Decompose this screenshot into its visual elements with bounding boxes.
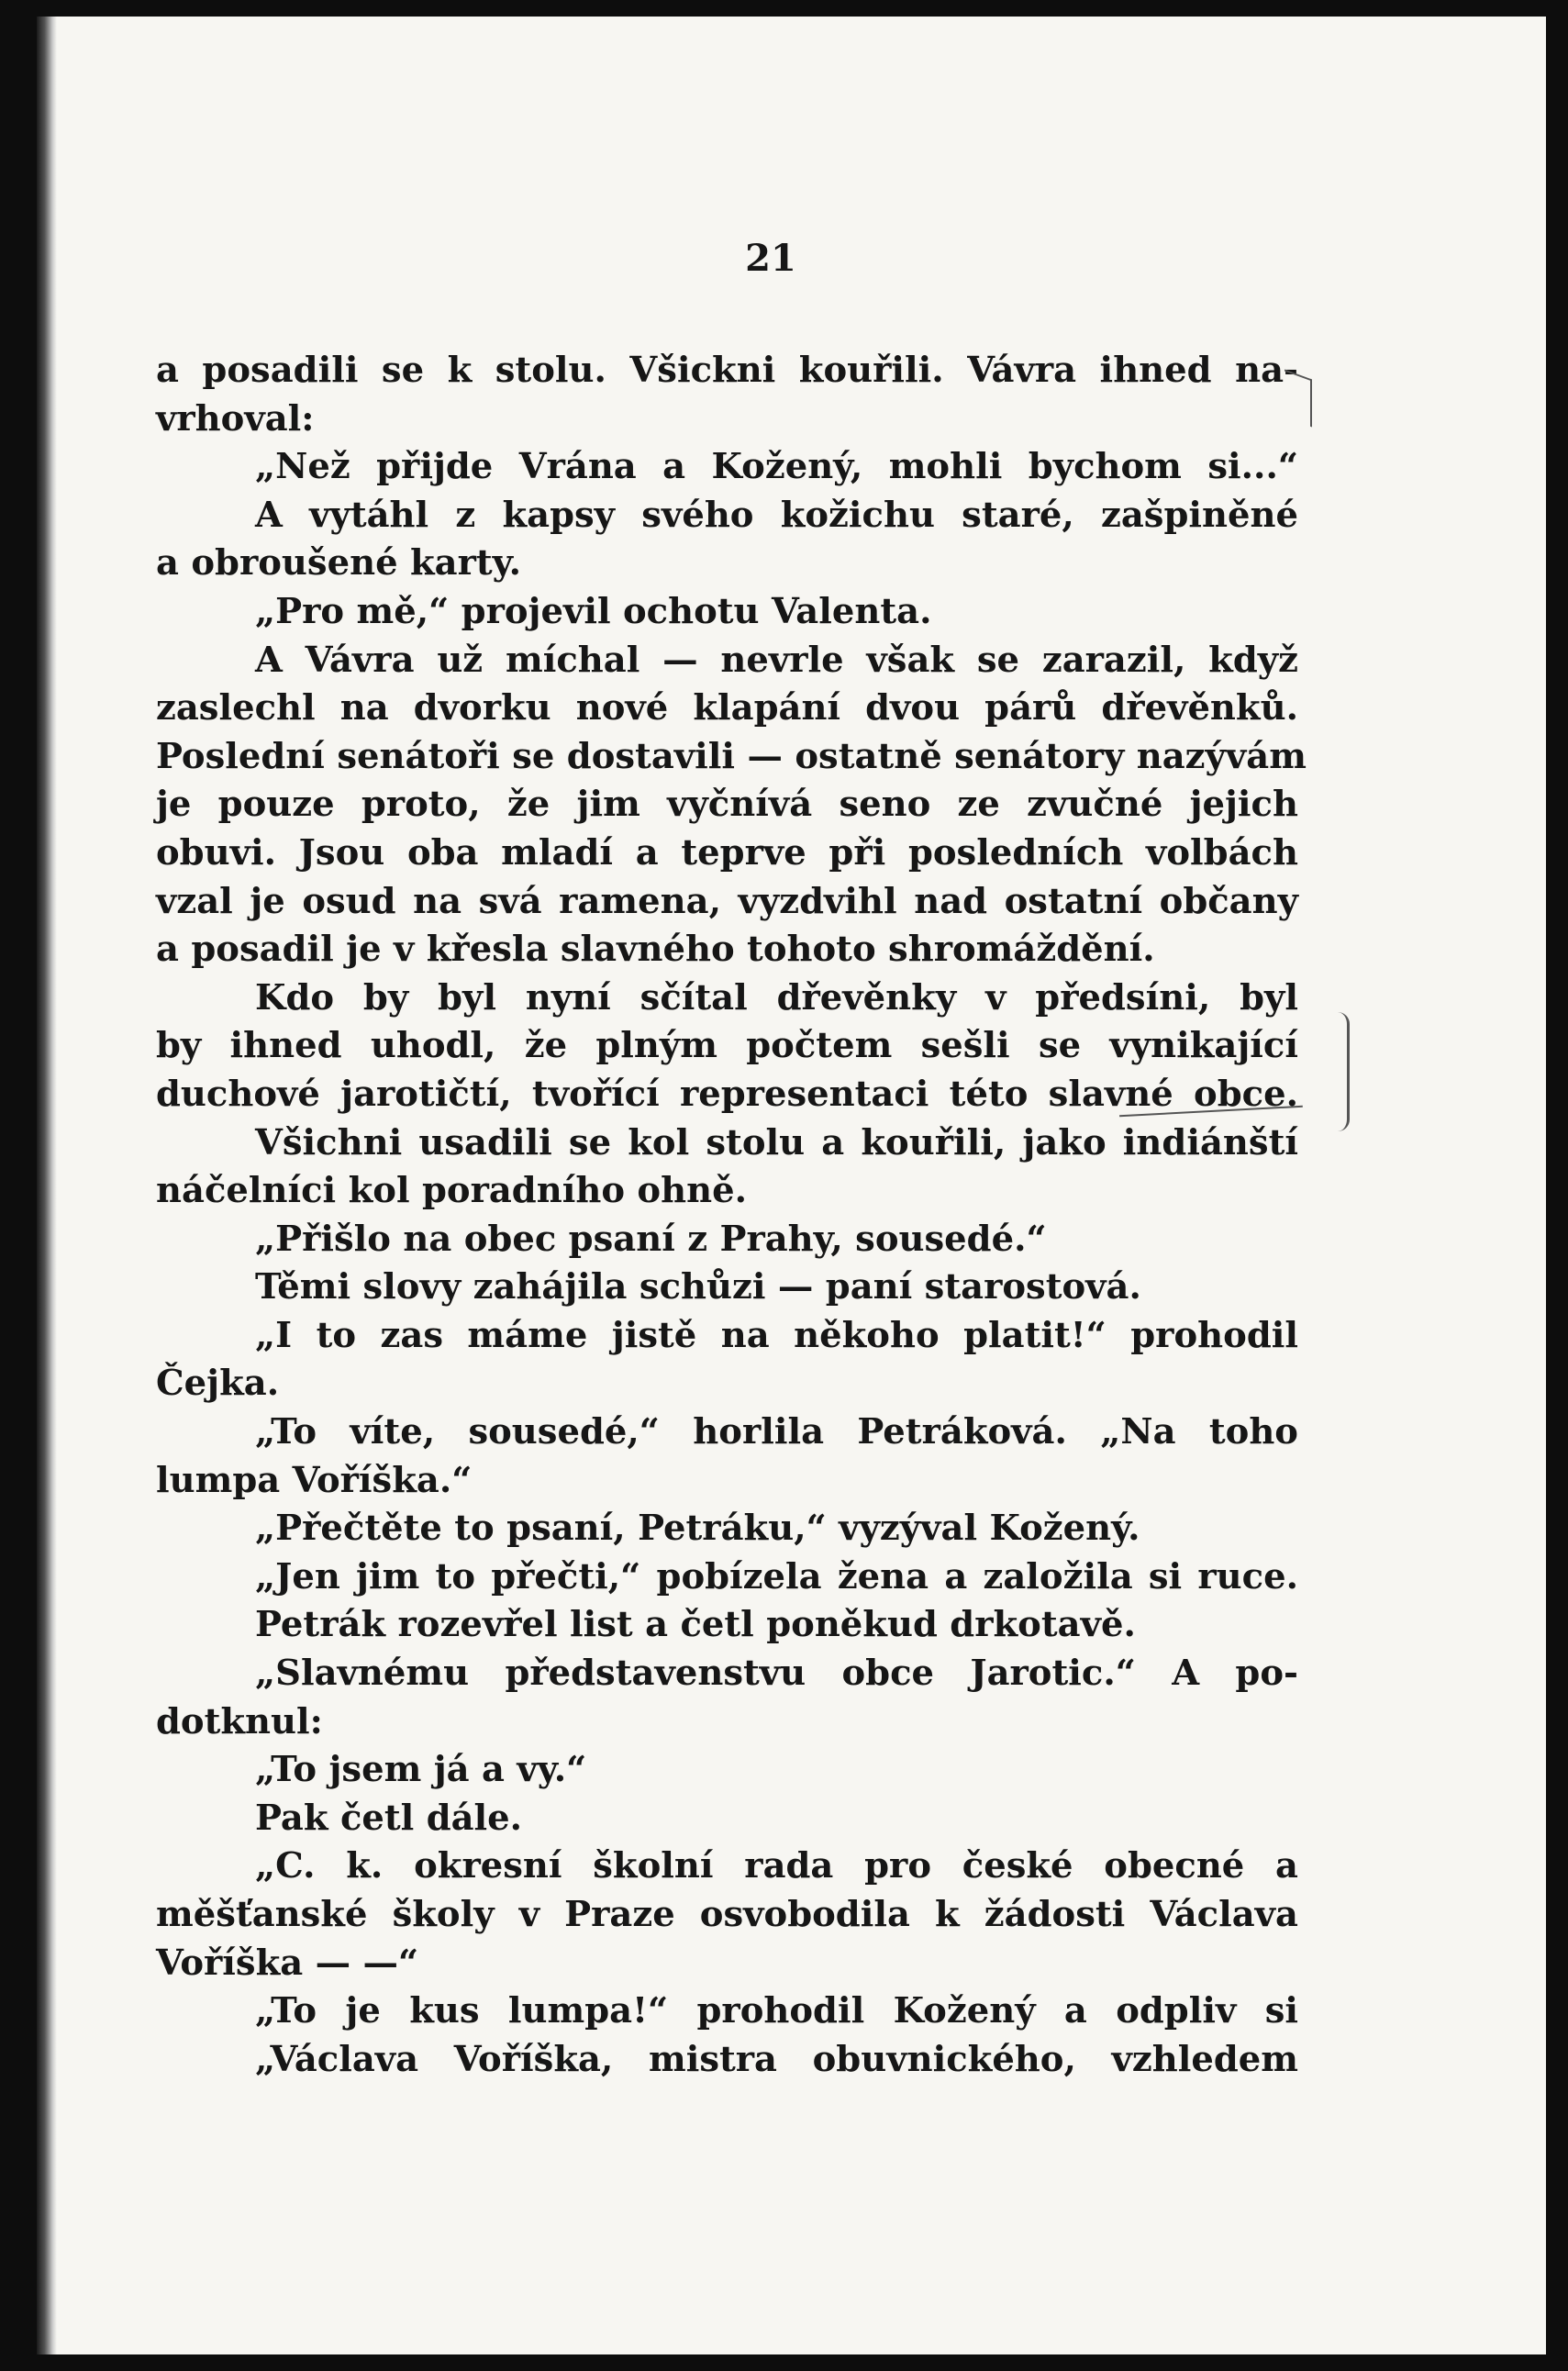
text-line: lumpa Voříška.“ (156, 1459, 473, 1501)
text-line: vzal je osud na svá ramena, vyzdvihl nad ostatní občany (156, 880, 1298, 922)
text-line: Petrák rozevřel list a četl poněkud drkotavě. (255, 1604, 1136, 1646)
text-line: „Než přijde Vrána a Kožený, mohli bychom si...“ (255, 446, 1298, 488)
text-line: duchové jarotičtí, tvořící representaci této slavné obce. (156, 1073, 1298, 1115)
text-line: Všichni usadili se kol stolu a kouřili, jako indiánští (255, 1121, 1298, 1163)
text-line: „Slavnému představenstvu obce Jarotic.“ A po- (255, 1653, 1298, 1695)
text-line: je pouze proto, že jim vyčnívá seno ze zvučné jejich (156, 784, 1298, 826)
text-line: Kdo by byl nyní sčítal dřevěnky v předsíni, byl (255, 976, 1298, 1019)
text-line: Poslední senátoři se dostavili — ostatně senátory nazývám (156, 735, 1307, 777)
text-line: „Přečtěte to psaní, Petráku,“ vyzýval Kožený. (255, 1508, 1140, 1550)
text-line: „To jsem já a vy.“ (255, 1749, 587, 1791)
text-line: „Pro mě,“ projevil ochotu Valenta. (255, 590, 932, 632)
text-line: a posadili se k stolu. Všickni kouřili. Vávra ihned na- (156, 350, 1298, 391)
text-line: Pak četl dále. (255, 1797, 523, 1839)
page-number: 21 (745, 237, 796, 280)
text-line: „I to zas máme jistě na někoho platit!“ prohodil (255, 1314, 1298, 1356)
text-line: náčelníci kol poradního ohně. (156, 1170, 747, 1212)
margin-bracket-mark (1338, 1012, 1350, 1131)
text-line: měšťanské školy v Praze osvobodila k žádosti Václava (156, 1894, 1298, 1935)
text-line: A Vávra už míchal — nevrle však se zarazil, když (255, 639, 1298, 681)
text-line: Čejka. (156, 1363, 280, 1405)
text-line: Voříška — —“ (156, 1942, 419, 1984)
body-text (156, 347, 1307, 2084)
text-line: „Václava Voříška, mistra obuvnického, vzhledem (255, 2038, 1298, 2080)
text-line: A vytáhl z kapsy svého kožichu staré, zašpiněné (255, 494, 1298, 536)
text-line: a obroušené karty. (156, 542, 522, 584)
text-line: a posadil je v křesla slavného tohoto shromáždění. (156, 929, 1155, 971)
binding-edge (37, 17, 57, 2354)
text-line: „To víte, sousedé,“ horlila Petráková. „Na toho (255, 1411, 1298, 1453)
text-line: obuvi. Jsou oba mladí a teprve při posledních volbách (156, 831, 1298, 874)
text-line: zaslechl na dvorku nové klapání dvou párů dřevěnků. (156, 687, 1298, 729)
book-page (37, 17, 1546, 2354)
text-line: vrhoval: (156, 397, 315, 440)
text-line: „C. k. okresní školní rada pro české obecné a (255, 1845, 1298, 1887)
text-line: dotknul: (156, 1700, 323, 1742)
text-line: „To je kus lumpa!“ prohodil Kožený a odpliv si (255, 1990, 1298, 2032)
margin-tick-mark (1284, 370, 1312, 428)
text-line: „Jen jim to přečti,“ pobízela žena a založila si ruce. (255, 1555, 1298, 1597)
text-line: „Přišlo na obec psaní z Prahy, sousedé.“ (255, 1218, 1047, 1260)
text-line: Těmi slovy zahájila schůzi — paní starostová. (255, 1266, 1141, 1308)
text-line: by ihned uhodl, že plným počtem sešli se vynikající (156, 1025, 1298, 1067)
